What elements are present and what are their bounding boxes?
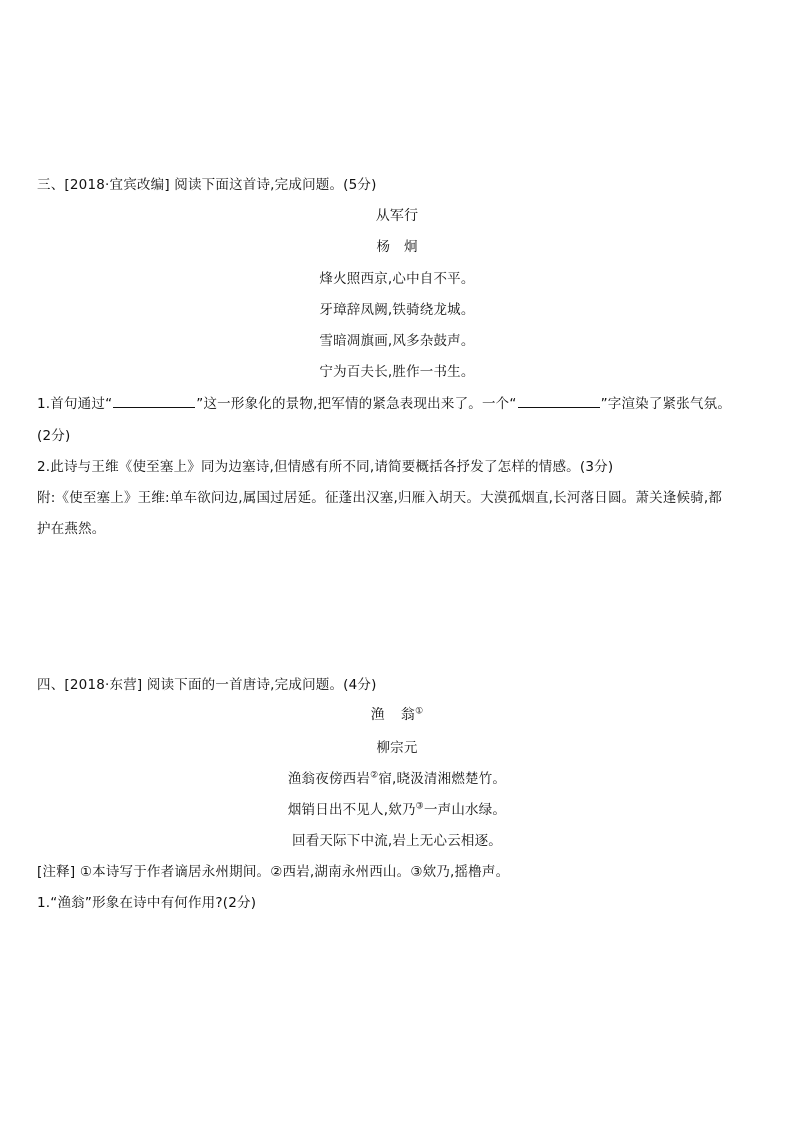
poem2-line-2-b: 一声山水绿。 [423, 802, 507, 818]
question-3-1-text-a: 1.首句通过“ [37, 396, 113, 412]
question-3-2: 2.此诗与王维《使至塞上》同为边塞诗,但情感有所不同,请简要概括各抒发了怎样的情感。(3分) [37, 459, 614, 475]
poem2-title [0, 706, 794, 724]
question-3-1-score: (2分) [37, 428, 71, 444]
poem2-line-1-b: 宿,晓汲清湘燃楚竹。 [378, 771, 507, 787]
poem2-line-2-a: 烟销日出不见人,欸乃 [287, 802, 416, 818]
poem1-title: 从军行 [375, 208, 419, 224]
poem2-title-char-1: 渔 [370, 707, 385, 723]
answer-blank-2[interactable] [518, 395, 600, 408]
poem2-line-1-a: 渔翁夜傍西岩 [287, 771, 371, 787]
poem2-author: 柳宗元 [376, 740, 418, 756]
poem2-line-2 [0, 801, 794, 819]
appendix-line-1: 附:《使至塞上》王维:单车欲问边,属国过居延。征蓬出汉塞,归雁入胡天。大漠孤烟直,长河落日圆。萧关逢候骑,都 [37, 490, 723, 506]
poem2-line-2-footnote-mark: ③ [415, 801, 424, 812]
poem1-line-3: 雪暗凋旗画,风多杂鼓声。 [319, 333, 475, 349]
poem1-author-surname: 杨 [376, 239, 390, 255]
section4-heading: 四、[2018·东营] 阅读下面的一首唐诗,完成问题。(4分) [37, 677, 377, 693]
poem1-author [0, 238, 794, 256]
appendix-line-2: 护在燕然。 [37, 521, 106, 537]
question-4-1: 1.“渔翁”形象在诗中有何作用?(2分) [37, 895, 257, 911]
poem2-line-1-footnote-mark: ② [370, 770, 379, 781]
poem1-line-4: 宁为百夫长,胜作一书生。 [319, 364, 475, 380]
question-3-1-text-b: ”这一形象化的景物,把军情的紧急表现出来了。一个“ [196, 396, 517, 412]
poem2-annotation: [注释] ①本诗写于作者谪居永州期间。②西岩,湖南永州西山。③欸乃,摇橹声。 [37, 864, 510, 880]
answer-blank-1[interactable] [113, 395, 195, 408]
poem1-line-2: 牙璋辞凤阙,铁骑绕龙城。 [319, 302, 475, 318]
poem2-line-3: 回看天际下中流,岩上无心云相逐。 [292, 833, 502, 849]
poem1-line-1: 烽火照西京,心中自不平。 [319, 271, 475, 287]
poem1-author-given: 炯 [404, 239, 418, 255]
poem2-title-footnote-mark: ① [415, 706, 424, 717]
question-3-1 [37, 395, 731, 413]
question-3-1-text-c: ”字渲染了紧张气氛。 [600, 396, 732, 412]
poem2-line-1 [0, 770, 794, 788]
section3-heading: 三、[2018·宜宾改编] 阅读下面这首诗,完成问题。(5分) [37, 177, 377, 193]
poem2-title-char-2: 翁 [400, 707, 416, 723]
